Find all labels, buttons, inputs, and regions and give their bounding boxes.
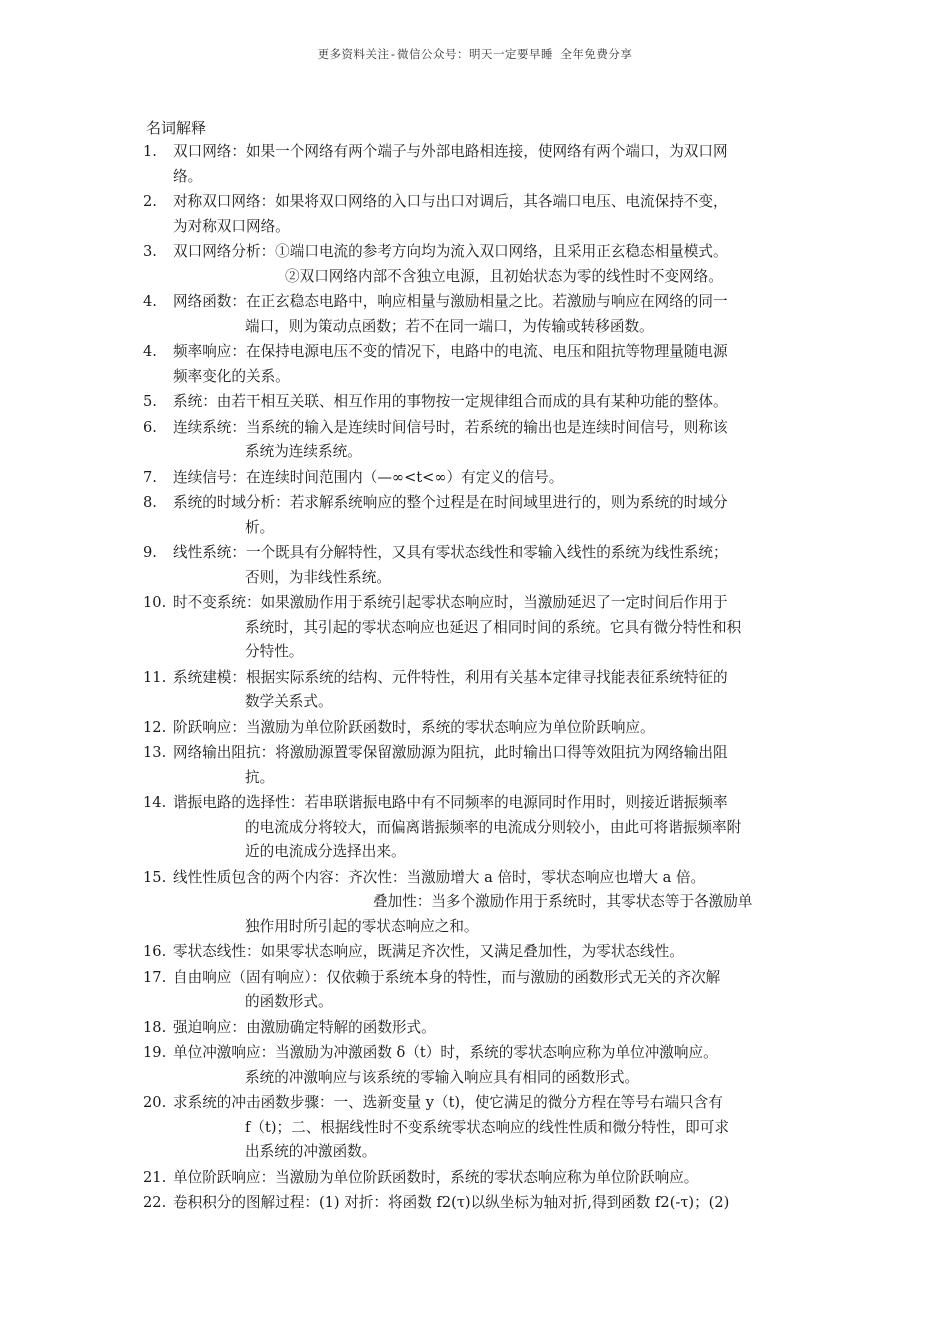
term-text: 频率响应：在保持电源电压不变的情况下，电路中的电流、电压和阻抗等物理量随电源: [173, 343, 728, 360]
term-text-continued: 系统时，其引起的零状态响应也延迟了相同时间的系统。它具有微分特性和积: [245, 618, 742, 636]
term-number: 11.: [143, 668, 167, 686]
term-text-continued: f（t)；二、根据线性时不变系统零状态响应的线性性质和微分特性，即可求: [245, 1118, 729, 1136]
term-number: 21.: [143, 1168, 167, 1186]
term-item: [0, 190, 805, 239]
term-text-continued: 叠加性：当多个激励作用于系统时，其零状态等于各激励单: [373, 893, 753, 910]
term-number: 9.: [143, 544, 157, 561]
term-item: [0, 1091, 805, 1165]
term-item: [0, 416, 805, 465]
term-item: [0, 866, 805, 940]
term-text-continued: 否则，为非线性系统。: [245, 568, 391, 586]
term-text-continued: 络。: [173, 167, 203, 185]
term-text-continued: 近的电流成分选择出来。: [245, 843, 406, 860]
term-text: 对称双口网络：如果将双口网络的入口与出口对调后，其各端口电压、电流保持不变，: [173, 193, 728, 210]
term-text: 线性系统：一个既具有分解特性，又具有零状态线性和零输入线性的系统为线性系统；: [173, 544, 728, 561]
term-item: [0, 1191, 805, 1216]
term-text: 单位阶跃响应：当激励为单位阶跃函数时，系统的零状态响应称为单位阶跃响应。: [173, 1168, 699, 1186]
term-number: 17.: [143, 968, 167, 986]
term-list: [0, 140, 950, 1217]
term-number: 6.: [143, 418, 157, 436]
term-text-continued: 频率变化的关系。: [173, 367, 290, 385]
term-item: [0, 741, 805, 790]
term-text-continued: 独作用时所引起的零状态响应之和。: [245, 917, 479, 935]
term-number: 8.: [143, 494, 157, 511]
term-item: [0, 240, 805, 289]
term-number: 20.: [143, 1094, 167, 1111]
term-item: [0, 716, 805, 741]
term-item: [0, 466, 805, 491]
term-item: [0, 791, 805, 865]
term-text-continued: 的电流成分将较大，而偏离谐振频率的电流成分则较小，由此可将谐振频率附: [245, 818, 742, 836]
term-item: [0, 1166, 805, 1191]
term-text-continued: 数学关系式。: [245, 693, 333, 710]
term-text-continued: 的函数形式。: [245, 993, 333, 1010]
term-text: 系统的时域分析：若求解系统响应的整个过程是在时间域里进行的，则为系统的时域分: [173, 494, 728, 511]
term-item: [0, 140, 805, 189]
term-number: 7.: [143, 468, 157, 486]
term-number: 18.: [143, 1018, 167, 1036]
term-text: 系统建模：根据实际系统的结构、元件特性，利用有关基本定律寻找能表征系统特征的: [173, 668, 728, 686]
term-number: 2.: [143, 193, 157, 210]
term-text: 连续信号：在连续时间范围内（—∞<t<∞）有定义的信号。: [173, 468, 564, 486]
term-text: 自由响应（固有响应）：仅依赖于系统本身的特性，而与激励的函数形式无关的齐次解: [173, 968, 721, 986]
term-number: 4.: [143, 293, 157, 310]
term-text: 强迫响应：由激励确定特解的函数形式。: [173, 1018, 436, 1036]
term-item: [0, 541, 805, 590]
term-number: 12.: [143, 718, 167, 736]
term-text-continued: 分特性。: [245, 643, 304, 660]
term-item: [0, 491, 805, 540]
term-number: 13.: [143, 744, 167, 761]
term-text: 双口网络：如果一个网络有两个端子与外部电路相连接，使网络有两个端口，为双口网: [173, 143, 728, 160]
term-text-continued: ②双口网络内部不含独立电源，且初始状态为零的线性时不变网络。: [285, 267, 723, 285]
term-text-continued: 端口，则为策动点函数；若不在同一端口，为传输或转移函数。: [245, 317, 654, 335]
page-header: 更多资料关注-微信公众号：明天一定要早睡 全年免费分享: [317, 47, 633, 61]
section-title: 名词解释: [146, 119, 207, 137]
term-text: 求系统的冲击函数步骤：一、选新变量 y（t)，使它满足的微分方程在等号右端只含有: [173, 1094, 723, 1111]
term-item: [0, 340, 805, 389]
term-number: 19.: [143, 1044, 167, 1061]
term-number: 22.: [143, 1194, 167, 1211]
term-text-continued: 系统的冲激响应与该系统的零输入响应具有相同的函数形式。: [245, 1068, 640, 1086]
term-item: [0, 666, 805, 715]
term-number: 3.: [143, 243, 157, 260]
term-text: 零状态线性：如果零状态响应，既满足齐次性，又满足叠加性，为零状态线性。: [173, 943, 684, 960]
term-number: 14.: [143, 794, 167, 811]
term-number: 4.: [143, 343, 157, 360]
term-text-continued: 为对称双口网络。: [173, 217, 290, 235]
term-item: [0, 940, 805, 965]
term-text: 双口网络分析：①端口电流的参考方向均为流入双口网络，且采用正玄稳态相量模式。: [173, 243, 728, 260]
term-text: 线性性质包含的两个内容：齐次性：当激励增大 a 倍时，零状态响应也增大 a 倍。: [173, 868, 706, 886]
term-item: [0, 591, 805, 665]
term-item: [0, 290, 805, 339]
term-text-continued: 出系统的冲激函数。: [245, 1143, 377, 1160]
term-text: 时不变系统：如果激励作用于系统引起零状态响应时，当激励延迟了一定时间后作用于: [173, 594, 728, 611]
term-item: [0, 966, 805, 1015]
term-text: 连续系统：当系统的输入是连续时间信号时，若系统的输出也是连续时间信号，则称该: [173, 418, 728, 436]
term-text-continued: 析。: [245, 518, 275, 536]
term-number: 15.: [143, 868, 167, 886]
term-number: 16.: [143, 943, 167, 960]
term-text: 卷积积分的图解过程：(1) 对折：将函数 f2(τ)以纵坐标为轴对折,得到函数 f2(-τ)；(2): [173, 1194, 730, 1211]
term-number: 10.: [143, 594, 167, 611]
term-item: [0, 1016, 805, 1041]
term-text: 谐振电路的选择性：若串联谐振电路中有不同频率的电源同时作用时，则接近谐振频率: [173, 794, 728, 811]
term-number: 5.: [143, 393, 157, 410]
term-text-continued: 系统为连续系统。: [245, 443, 362, 460]
term-text: 网络函数：在正玄稳态电路中，响应相量与激励相量之比。若激励与响应在网络的同一: [173, 293, 728, 310]
term-text: 单位冲激响应：当激励为冲激函数 δ（t）时，系统的零状态响应称为单位冲激响应。: [173, 1044, 718, 1061]
term-text: 网络输出阻抗：将激励源置零保留激励源为阻抗，此时输出口得等效阻抗为网络输出阻: [173, 744, 728, 761]
term-text: 系统：由若干相互关联、相互作用的事物按一定规律组合而成的具有某种功能的整体。: [173, 393, 728, 410]
term-text: 阶跃响应：当激励为单位阶跃函数时，系统的零状态响应为单位阶跃响应。: [173, 718, 655, 736]
term-number: 1.: [143, 143, 157, 160]
term-item: [0, 390, 805, 415]
term-text-continued: 抗。: [245, 768, 275, 786]
term-item: [0, 1041, 805, 1090]
